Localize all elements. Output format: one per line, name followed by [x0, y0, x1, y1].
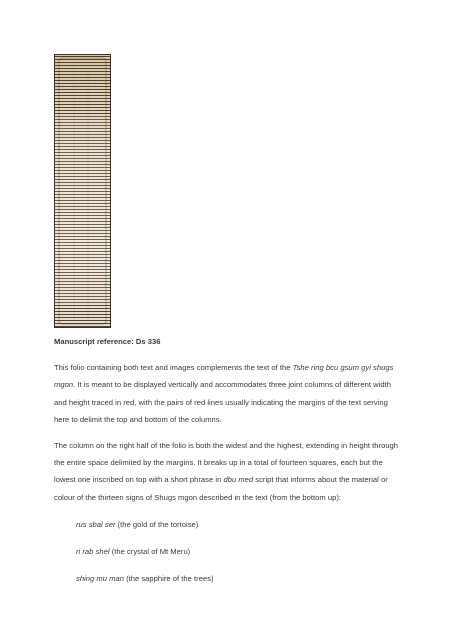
- scanline-stripe: [54, 254, 111, 255]
- scanline-stripe: [54, 65, 111, 66]
- scanline-stripe: [54, 215, 111, 216]
- scanline-stripe: [54, 74, 111, 75]
- scanline-stripe: [54, 134, 111, 135]
- para1-text-a: This folio containing both text and images complements the text of the: [54, 363, 293, 373]
- scanline-stripe: [54, 227, 111, 228]
- scanline-stripe: [54, 128, 111, 129]
- scanline-stripe: [54, 293, 111, 294]
- scanline-stripe: [54, 89, 111, 90]
- scanline-stripe: [54, 212, 111, 213]
- scanline-stripe: [54, 77, 111, 78]
- scanline-stripe: [54, 122, 111, 123]
- scanline-stripe: [54, 113, 111, 114]
- scanline-stripe: [54, 290, 111, 291]
- scanline-stripe: [54, 164, 111, 165]
- scanline-stripe: [54, 110, 111, 111]
- scanline-stripe: [54, 206, 111, 207]
- scanline-stripe: [54, 320, 111, 321]
- scanline-stripe: [54, 260, 111, 261]
- scanline-stripe: [54, 191, 111, 192]
- scanline-stripe: [54, 296, 111, 297]
- scanline-stripe: [54, 62, 111, 63]
- scanline-stripe: [54, 101, 111, 102]
- scanline-stripe: [54, 200, 111, 201]
- scanline-stripe: [54, 281, 111, 282]
- scanline-stripe: [54, 125, 111, 126]
- list-item-term: rus sbal ser: [76, 519, 116, 529]
- list-item: [76, 516, 402, 533]
- scanline-stripe: [54, 323, 111, 324]
- para2-text-a: The column on the right half of the folio is both the widest and the highest, extending in height through the entire space delimited by the margins. It breaks up in a total of fourteen squares, each but the lowest one inscribed on top with a short phrase in: [54, 441, 399, 485]
- scanline-stripe: [54, 269, 111, 270]
- scanline-stripe: [54, 218, 111, 219]
- scanline-stripe: [54, 284, 111, 285]
- scanline-stripe: [54, 317, 111, 318]
- list-item-term: ri rab shel: [76, 547, 110, 557]
- scanline-stripe: [54, 263, 111, 264]
- scanline-stripe: [54, 104, 111, 105]
- scanline-stripe: [54, 230, 111, 231]
- scanline-stripe: [54, 278, 111, 279]
- para2-text-b: script that informs about the material or colour of the thirteen signs of Shugs mgon described in the text (from the bottom up):: [54, 475, 388, 502]
- scanline-stripe: [54, 152, 111, 153]
- paragraph-right-column: [54, 437, 402, 506]
- list-item: [76, 543, 402, 560]
- scanline-stripe: [54, 86, 111, 87]
- scanline-stripe: [54, 236, 111, 237]
- list-item-term: shing mu man: [76, 574, 124, 584]
- scanline-stripe: [54, 326, 111, 327]
- scanline-stripe: [54, 272, 111, 273]
- scanline-stripe: [54, 266, 111, 267]
- scanline-stripe: [54, 95, 111, 96]
- scanline-stripe: [54, 233, 111, 234]
- scanline-stripe: [54, 287, 111, 288]
- scanline-stripe: [54, 251, 111, 252]
- scanline-stripe: [54, 92, 111, 93]
- scanline-stripe: [54, 161, 111, 162]
- scanline-stripe: [54, 116, 111, 117]
- scanline-stripe: [54, 119, 111, 120]
- paragraph-intro: [54, 359, 402, 428]
- scanline-stripe: [54, 155, 111, 156]
- scanline-stripe: [54, 182, 111, 183]
- scanline-stripe: [54, 302, 111, 303]
- scanline-stripe: [54, 314, 111, 315]
- scanline-stripe: [54, 257, 111, 258]
- list-item-gloss: (the sapphire of the trees): [123, 574, 214, 584]
- scanline-stripe: [54, 176, 111, 177]
- scanline-stripe: [54, 131, 111, 132]
- scanline-stripe: [54, 107, 111, 108]
- scanline-stripe: [54, 188, 111, 189]
- scanline-stripe: [54, 56, 111, 57]
- scanline-stripe: [54, 209, 111, 210]
- text-body: [54, 331, 402, 587]
- scanline-stripe: [54, 167, 111, 168]
- para2-script-italic: dbu med: [223, 475, 254, 485]
- scanline-stripe: [54, 140, 111, 141]
- list-item: [76, 570, 402, 587]
- scanline-stripe: [54, 173, 111, 174]
- scanline-stripe: [54, 239, 111, 240]
- scanline-stripe: [54, 245, 111, 246]
- scanline-stripe: [54, 185, 111, 186]
- para1-title-italic: Tshe ring bcu gsum gyi shugs mgon: [54, 363, 394, 390]
- scanline-stripe: [54, 299, 111, 300]
- scanline-stripe: [54, 242, 111, 243]
- scanline-stripe: [54, 194, 111, 195]
- scanline-stripe: [54, 59, 111, 60]
- scanline-stripe: [54, 197, 111, 198]
- list-item-gloss: (the gold of the tortoise): [115, 519, 199, 529]
- scanline-stripe: [54, 305, 111, 306]
- scanline-stripe: [54, 143, 111, 144]
- manuscript-folio-image: [54, 54, 111, 328]
- scanline-stripe: [54, 137, 111, 138]
- para1-text-b: . It is meant to be displayed vertically and accommodates three joint columns of different width and height traced in red, with the pairs of red lines usually indicating the margins of the text serving here to delimit the top and bottom of the columns.: [54, 380, 392, 424]
- scanline-stripe: [54, 170, 111, 171]
- scanline-stripe: [54, 158, 111, 159]
- scanline-stripe: [54, 71, 111, 72]
- scanline-stripe: [54, 146, 111, 147]
- scanline-stripe: [54, 80, 111, 81]
- scanline-stripe: [54, 308, 111, 309]
- scanline-stripe: [54, 221, 111, 222]
- scanline-stripe: [54, 275, 111, 276]
- scanline-stripe: [54, 248, 111, 249]
- scanline-stripe: [54, 203, 111, 204]
- scanline-stripe: [54, 224, 111, 225]
- scanline-stripe: [54, 179, 111, 180]
- scanline-stripe: [54, 149, 111, 150]
- scanline-stripe: [54, 83, 111, 84]
- list-item-gloss: (the crystal of Mt Meru): [109, 547, 191, 557]
- scanline-stripe: [54, 311, 111, 312]
- scanline-stripe: [54, 68, 111, 69]
- scanline-stripe: [54, 98, 111, 99]
- manuscript-reference-heading: Manuscript reference: Ds 336: [54, 337, 161, 346]
